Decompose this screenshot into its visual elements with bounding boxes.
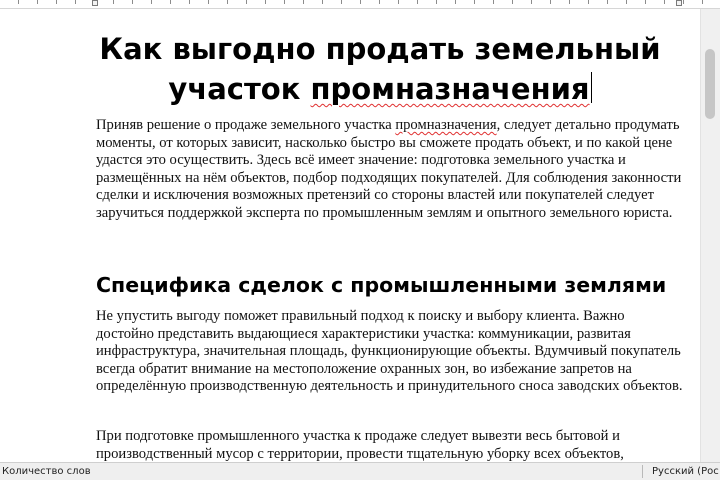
text-cursor [591, 72, 592, 103]
paragraph-intro[interactable] [96, 117, 686, 223]
word-count-status[interactable]: Количество слов [2, 466, 91, 477]
misspelled-word[interactable]: промназначения [395, 117, 497, 133]
misspelled-word[interactable]: промназначения [310, 72, 590, 106]
left-indent-marker[interactable] [92, 0, 98, 6]
document-title[interactable] [80, 29, 680, 109]
scrollbar-thumb[interactable] [705, 49, 715, 119]
paragraph-intro-rest: , следует детально продумать моменты, от которых зависит, насколько быстро вы сможете продать объект, и по какой цене удастся это осуществить. Здесь всё имеет значение: подготовка земельного участка и размещённых на нём объектов, подбор подходящих покупателей. Для соблюдения законности сделки и исключения возможных претензий со стороны властей или покупателей следует заручиться поддержкой эксперта по промышленным землям и опытного земельного юриста. [96, 117, 682, 221]
paragraph-intro-start: Приняв решение о продаже земельного участка [96, 117, 396, 133]
paragraph-preparation[interactable]: При подготовке промышленного участка к продаже следует вывезти весь бытовой и производственный мусор с территории, провести тщательную уборку всех объектов, [96, 428, 624, 462]
horizontal-ruler[interactable] [0, 0, 720, 9]
vertical-scrollbar[interactable] [700, 9, 720, 462]
document-page[interactable] [0, 9, 700, 462]
section-heading[interactable]: Специфика сделок с промышленными землями [96, 273, 667, 297]
title-line-2-text: участок [168, 72, 311, 106]
status-divider [642, 465, 643, 478]
language-status[interactable]: Русский (Рос [652, 466, 719, 477]
paragraph-specifics[interactable]: Не упустить выгоду поможет правильный подход к поиску и выбору клиента. Важно достойно представить выдающиеся характеристики участка: коммуникации, развитая инфраструктура, значительная площадь, функционирующие объекты. Вдумчивый покупатель всегда обратит внимание на местоположение охранных зон, во избежание запретов на определённую производственную деятельность и принудительного сноса заводских объектов. [96, 308, 683, 395]
title-line-1: Как выгодно продать земельный [99, 32, 661, 66]
status-bar [0, 462, 720, 480]
right-indent-marker[interactable] [676, 0, 682, 6]
